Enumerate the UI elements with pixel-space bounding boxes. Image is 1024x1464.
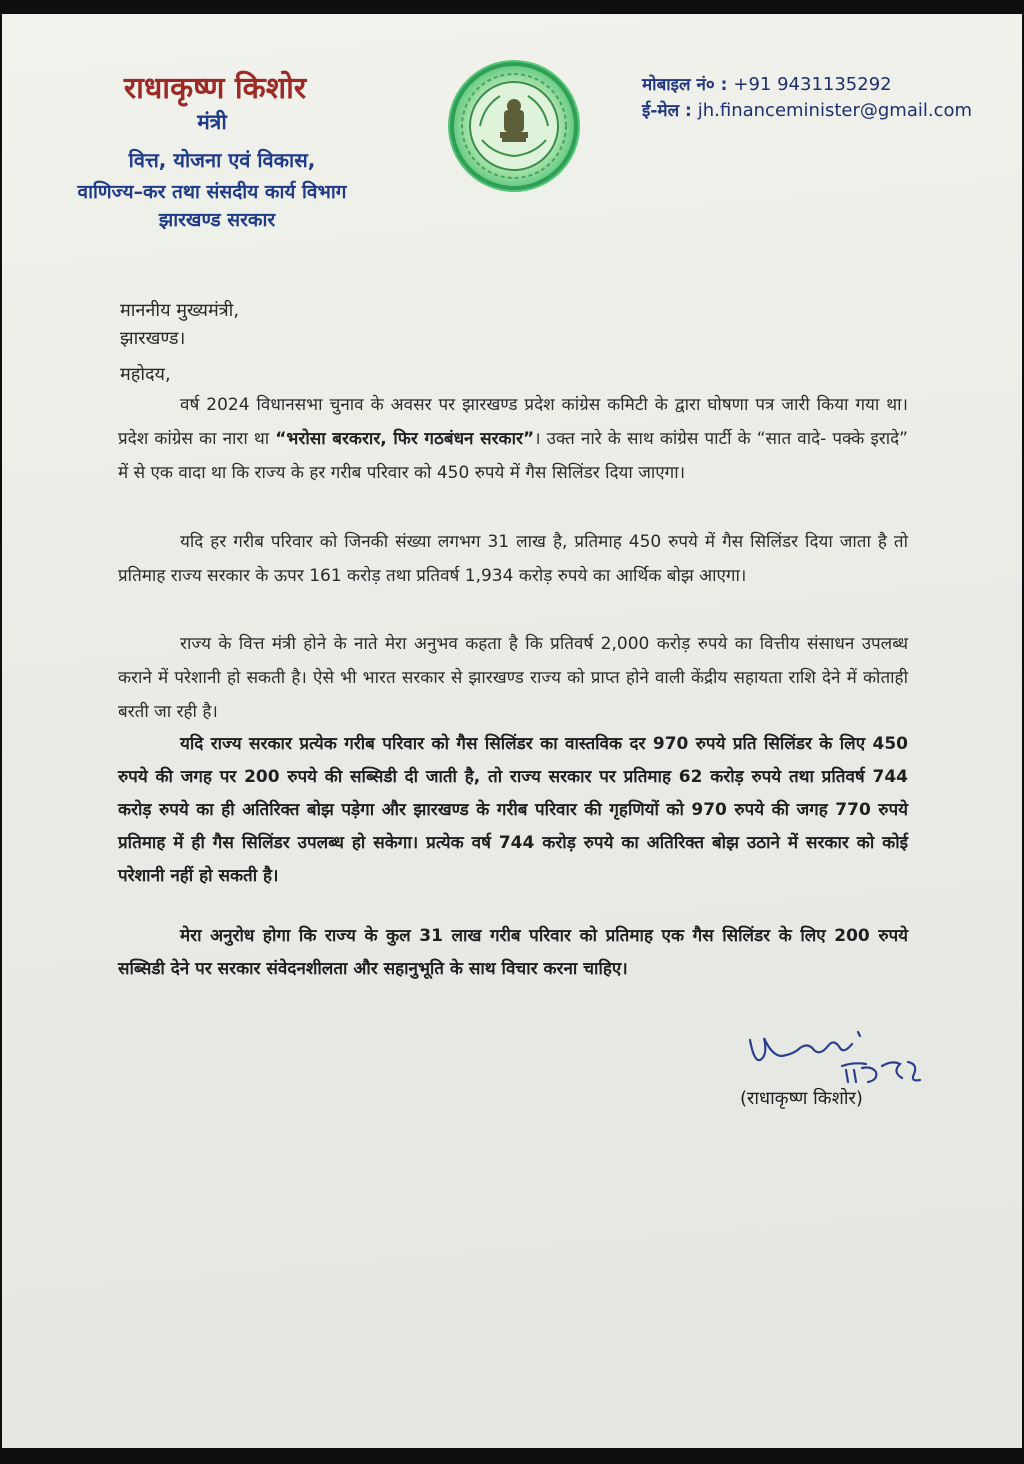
paragraph-1-rest: । उक्त नारे के साथ कांग्रेस पार्टी के “सात वादे- पक्के इरादे” में से एक वादा था कि राज्य के हर गरीब परिवार को 450 रुपये में गैस सिलिंडर दिया जाएगा। xyxy=(118,429,908,483)
department-line-2: वाणिज्य–कर तथा संसदीय कार्य विभाग xyxy=(77,181,347,203)
government-name: झारखण्ड सरकार xyxy=(158,209,276,231)
paragraph-1-intro: वर्ष 2024 विधानसभा चुनाव के अवसर पर झारखण्ड प्रदेश कांग्रेस कमिटी के द्वारा घोषणा पत्र जारी किया गया था। प्रदेश कांग्रेस का नारा था xyxy=(118,395,908,449)
handwritten-signature-icon xyxy=(742,1026,932,1090)
greeting: महोदय, xyxy=(120,364,171,385)
minister-role: मंत्री xyxy=(197,110,227,134)
email-contact xyxy=(642,98,972,121)
addressee: माननीय मुख्यमंत्री, xyxy=(120,300,240,321)
paragraph-5: मेरा अनुरोध होगा कि राज्य के कुल 31 लाख गरीब परिवार को प्रतिमाह एक गैस सिलिंडर के लिए 200 रुपये सब्सिडी देने पर सरकार संवेदनशीलता और सहानुभूति के साथ विचार करना चाहिए। xyxy=(118,926,909,979)
paragraph-4: यदि राज्य सरकार प्रत्येक गरीब परिवार को गैस सिलिंडर का वास्तविक दर 970 रुपये प्रति सिलिंडर के लिए 450 रुपये की जगह पर 200 रुपये की सब्सिडी दी जाती है, तो राज्य सरकार पर प्रतिमाह 62 करोड़ रुपये तथा प्रतिवर्ष 744 करोड़ रुपये का ही अतिरिक्त बोझ पड़ेगा और झारखण्ड के गरीब परिवार की गृहणियों को 970 रुपये की जगह 770 रुपये प्रतिमाह में ही गैस सिलिंडर उपलब्ध हो सकेगा। प्रत्येक वर्ष 744 करोड़ रुपये का अतिरिक्त बोझ उठाने में सरकार को कोई परेशानी नहीं हो सकती है। xyxy=(118,734,908,886)
department-line-1: वित्त, योजना एवं विकास, xyxy=(128,148,316,172)
congress-slogan: “भरोसा बरकरार, फिर गठबंधन सरकार” xyxy=(275,429,535,449)
minister-name: राधाकृष्ण किशोर xyxy=(123,71,307,106)
email-label: ई-मेल : xyxy=(642,101,692,121)
paragraph-1 xyxy=(118,388,908,490)
mobile-number: +91 9431135292 xyxy=(733,74,892,95)
addressee-state: झारखण्ड। xyxy=(120,328,186,349)
mobile-contact xyxy=(642,72,892,95)
email-address: jh.financeminister@gmail.com xyxy=(697,100,973,121)
mobile-label: मोबाइल नं० : xyxy=(642,75,728,95)
signatory-name: (राधाकृष्ण किशोर) xyxy=(740,1088,863,1109)
paragraph-3: राज्य के वित्त मंत्री होने के नाते मेरा अनुभव कहता है कि प्रतिवर्ष 2,000 करोड़ रुपये का वित्तीय संसाधन उपलब्ध कराने में परेशानी हो सकती है। ऐसे भी भारत सरकार से झारखण्ड राज्य को प्राप्त होने वाली केंद्रीय सहायता राशि देने में कोताही बरती जा रही है। xyxy=(118,634,908,722)
letter-page xyxy=(2,14,1022,1448)
paragraph-2: यदि हर गरीब परिवार को जिनकी संख्या लगभग 31 लाख है, प्रतिमाह 450 रुपये में गैस सिलिंडर दिया जाता है तो प्रतिमाह राज्य सरकार के ऊपर 161 करोड़ तथा प्रतिवर्ष 1,934 करोड़ रुपये का आर्थिक बोझ आएगा। xyxy=(118,532,908,586)
government-seal-icon xyxy=(444,56,584,196)
